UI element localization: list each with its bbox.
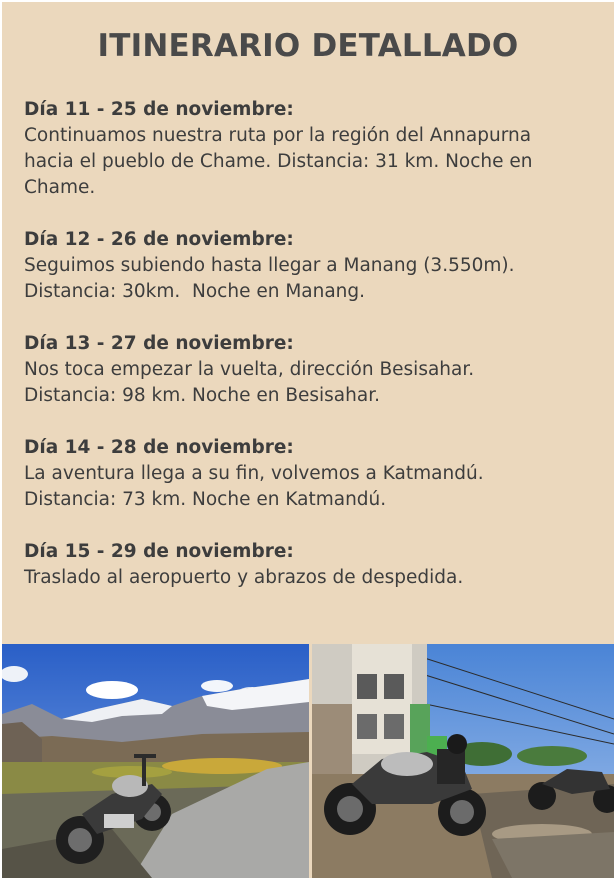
photo-village-motorcycles [312, 644, 614, 878]
day-line: hacia el pueblo de Chame. Distancia: 31 km. Noche en [24, 151, 533, 172]
day-line: Nos toca empezar la vuelta, dirección Besisahar. [24, 359, 475, 380]
day-heading: Día 13 - 27 de noviembre: [24, 333, 294, 354]
day-entry [24, 97, 599, 201]
itinerary-days [24, 97, 599, 617]
mountain-road-illustration [2, 644, 309, 878]
day-entry [24, 227, 599, 305]
photo-mountain-road-motorcycle [2, 644, 309, 878]
day-heading: Día 12 - 26 de noviembre: [24, 229, 294, 250]
day-line: Chame. [24, 177, 96, 198]
day-heading: Día 15 - 29 de noviembre: [24, 541, 294, 562]
day-entry [24, 539, 599, 591]
day-entry [24, 331, 599, 409]
itinerary-page [2, 2, 614, 878]
day-line: Distancia: 30km. Noche en Manang. [24, 281, 366, 302]
day-heading: Día 14 - 28 de noviembre: [24, 437, 294, 458]
page-title: ITINERARIO DETALLADO [97, 28, 519, 64]
day-line: Seguimos subiendo hasta llegar a Manang (3.550m). [24, 255, 515, 276]
photo-strip [2, 644, 614, 878]
day-entry [24, 435, 599, 513]
day-line: Distancia: 73 km. Noche en Katmandú. [24, 489, 387, 510]
day-line: Traslado al aeropuerto y abrazos de despedida. [24, 567, 464, 588]
village-illustration [312, 644, 614, 878]
day-line: La aventura llega a su fin, volvemos a Katmandú. [24, 463, 484, 484]
day-heading: Día 11 - 25 de noviembre: [24, 99, 294, 120]
day-line: Continuamos nuestra ruta por la región del Annapurna [24, 125, 532, 146]
day-line: Distancia: 98 km. Noche en Besisahar. [24, 385, 380, 406]
